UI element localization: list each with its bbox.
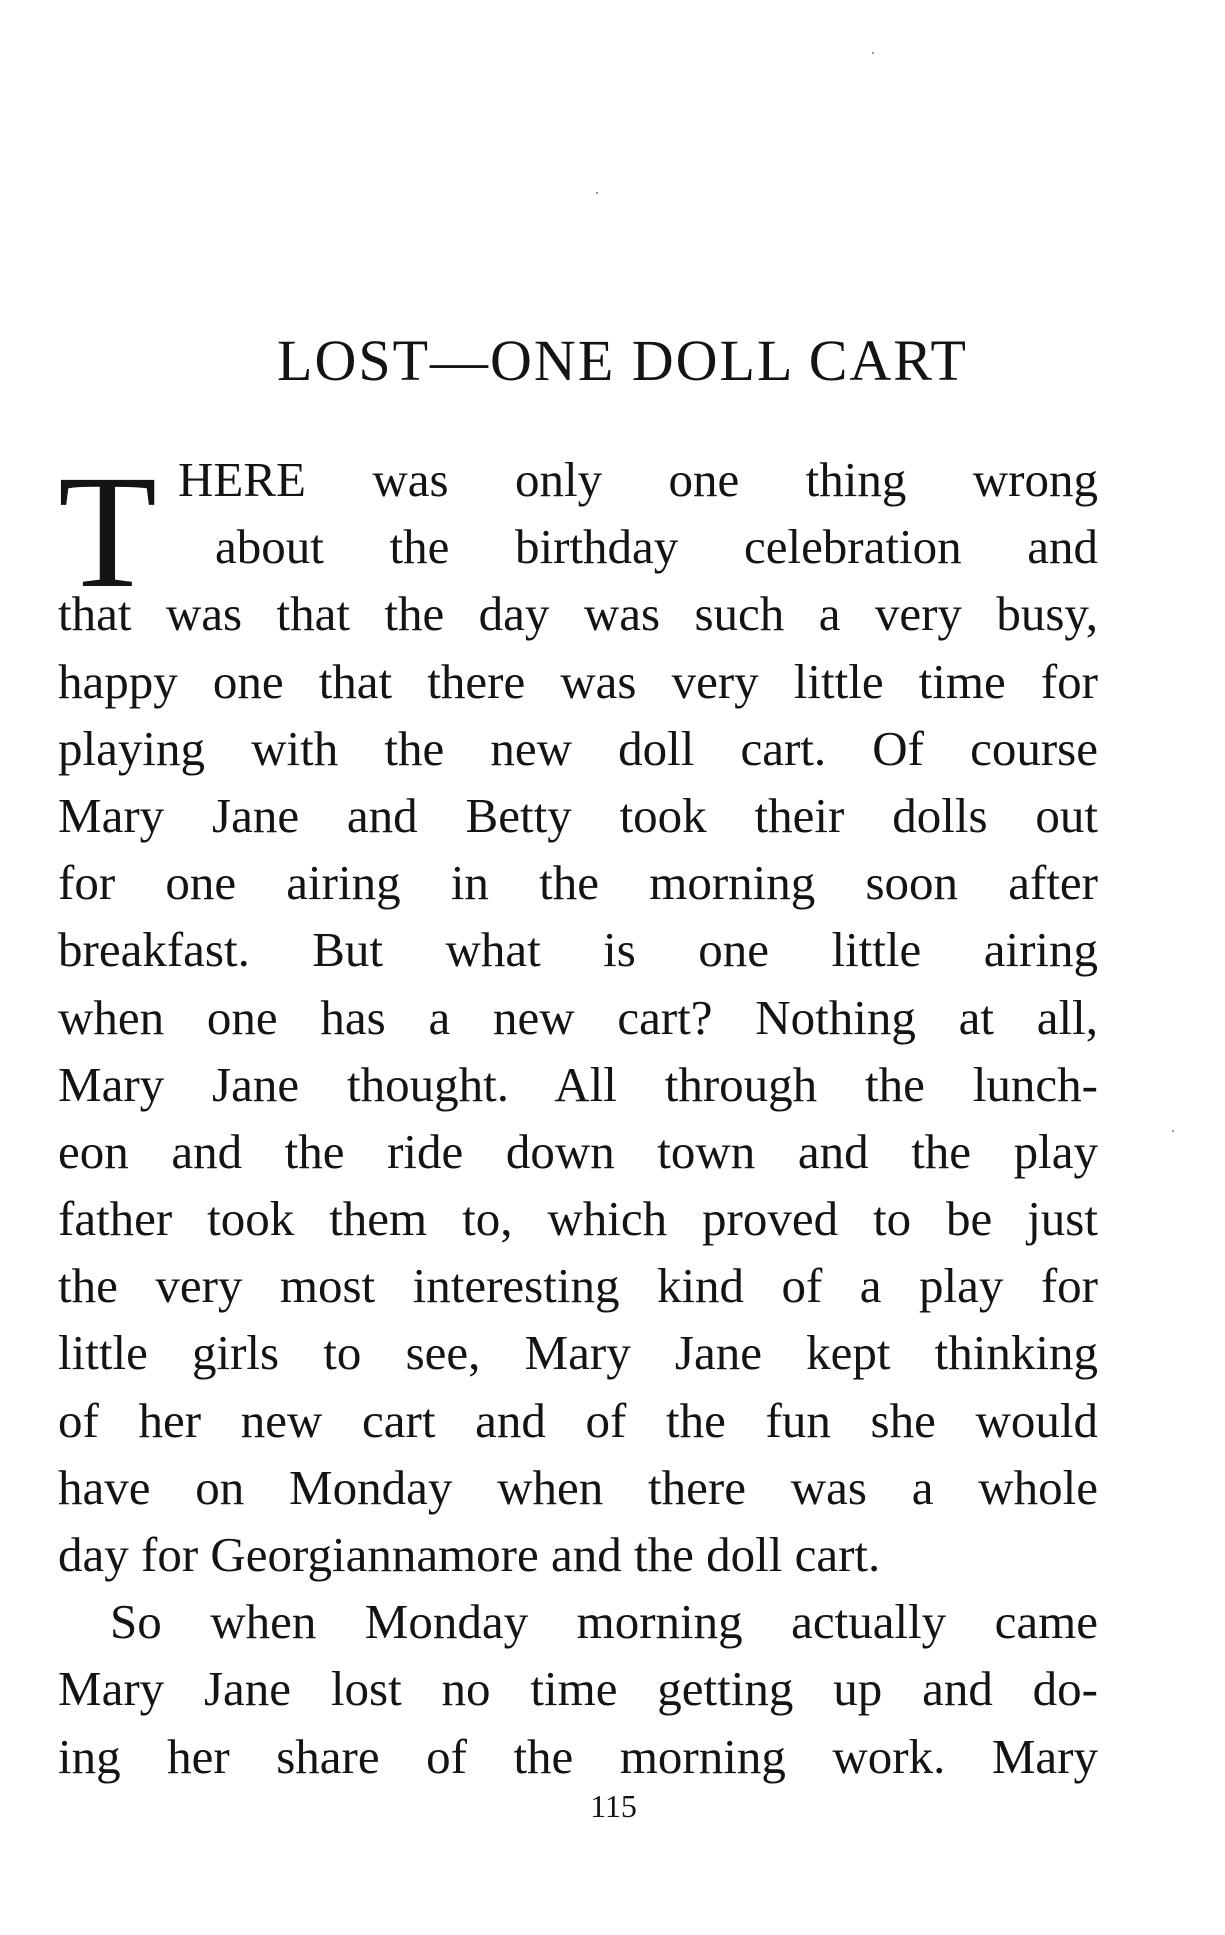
text-line: playing with the new doll cart. Of course [58,720,1098,776]
page-number: 115 [590,1788,637,1824]
text-line: HERE was only one thing wrong [178,452,1098,507]
text-line: So when Monday morning actually came [110,1594,1098,1650]
text-line: happy one that there was very little time for [58,653,1098,709]
text-line: of her new cart and of the fun she would [58,1392,1098,1448]
body-text [58,443,1098,1790]
text-line: day for Georgiannamore and the doll cart. [58,1527,881,1582]
text-line: the very most interesting kind of a play for [58,1258,1098,1314]
text-line: about the birthday celebration and [215,519,1098,575]
text-line: ing her share of the morning work. Mary [58,1728,1098,1784]
text-line: eon and the ride down town and the play [58,1123,1098,1179]
text-line: father took them to, which proved to be just [58,1191,1098,1247]
text-line: breakfast. But what is one little airing [58,922,1098,978]
scan-speck [596,192,598,194]
text-line: when one has a new cart? Nothing at all, [58,989,1098,1045]
text-line: that was that the day was such a very busy, [58,586,1098,642]
scan-speck [872,52,874,54]
drop-cap: T [58,443,157,622]
text-line: for one airing in the morning soon after [58,855,1098,911]
scan-speck [1172,1130,1174,1132]
text-line: have on Monday when there was a whole [58,1459,1098,1515]
text-line: Mary Jane and Betty took their dolls out [58,787,1098,843]
text-line: Mary Jane thought. All through the lunch- [58,1056,1098,1112]
text-line: Mary Jane lost no time getting up and do- [58,1661,1098,1717]
chapter-title: LOST—ONE DOLL CART [277,328,968,393]
text-line: little girls to see, Mary Jane kept thinking [58,1325,1098,1381]
